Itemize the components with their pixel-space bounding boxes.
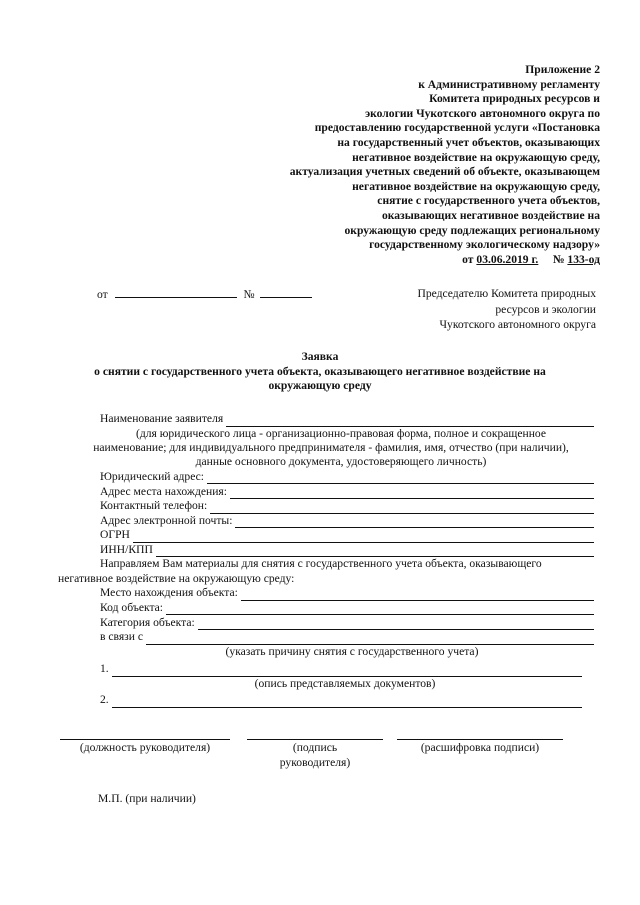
number-field[interactable]: [260, 286, 312, 298]
request-text-line: Направляем Вам материалы для снятия с государственного учета объекта, оказывающего: [100, 557, 542, 571]
object-code-row: [100, 601, 594, 616]
document-2-row: [100, 693, 594, 708]
reason-label: в связи с: [100, 630, 144, 644]
appendix-line: Приложение 2: [525, 63, 600, 76]
document-1-row: [100, 662, 594, 677]
application-form: [58, 412, 594, 708]
object-location-row: [100, 586, 594, 601]
inn-kpp-label: ИНН/КПП: [100, 542, 153, 556]
reason-hint: (указать причину снятия с государственного учета): [225, 644, 479, 658]
ogrn-field[interactable]: [133, 531, 594, 543]
applicant-field[interactable]: [226, 415, 594, 427]
from-label: от: [97, 288, 108, 301]
document-1-label: 1.: [100, 662, 109, 676]
signature-caption-line: руководителя): [279, 755, 351, 769]
appendix-line: Комитета природных ресурсов и: [429, 92, 600, 106]
object-location-label: Место нахождения объекта:: [100, 586, 238, 600]
phone-label: Контактный телефон:: [100, 499, 208, 513]
appendix-line: государственному экологическому надзору»: [369, 238, 600, 252]
email-label: Адрес электронной почты:: [100, 513, 233, 527]
appendix-line: снятие с государственного учета объектов,: [377, 194, 600, 208]
addressee-block: [356, 286, 596, 333]
appendix-header: [180, 63, 600, 267]
applicant-hint-line: наименование; для индивидуального предпринимателя - фамилия, имя, отчество (при наличии),: [93, 441, 569, 454]
signature-line[interactable]: [247, 739, 383, 740]
documents-hint: (опись представляемых документов): [254, 676, 436, 690]
position-caption: (должность руководителя): [79, 741, 211, 754]
appendix-line: предоставлению государственной услуги «Постановка: [314, 121, 600, 135]
location-address-label: Адрес места нахождения:: [100, 484, 227, 498]
stamp-placeholder: М.П. (при наличии): [98, 792, 196, 805]
date-field[interactable]: [115, 286, 237, 298]
inn-kpp-field[interactable]: [156, 545, 594, 557]
object-category-field[interactable]: [198, 618, 594, 630]
position-signature-line[interactable]: [60, 739, 230, 740]
addressee-line: Председателю Комитета природных: [417, 287, 596, 300]
appendix-line: негативное воздействие на окружающую среду,: [352, 179, 600, 193]
appendix-number-prefix: №: [552, 252, 568, 266]
addressee-line: ресурсов и экологии: [495, 302, 596, 316]
appendix-date: 03.06.2019 г.: [476, 252, 539, 266]
legal-address-field[interactable]: [207, 472, 594, 484]
appendix-line: экологии Чукотского автономного округа по: [365, 106, 600, 120]
appendix-line: актуализация учетных сведений об объекте, оказывающем: [289, 165, 600, 179]
legal-address-row: [100, 470, 594, 485]
title-line: окружающую среду: [268, 379, 372, 393]
inn-kpp-row: [100, 543, 594, 558]
object-location-field[interactable]: [241, 589, 594, 601]
title-line: о снятии с государственного учета объекта, оказывающего негативное воздействие на: [94, 364, 546, 378]
decoding-signature-line[interactable]: [397, 739, 563, 740]
appendix-line: к Административному регламенту: [418, 77, 600, 91]
signature-caption: [245, 741, 385, 770]
appendix-date-prefix: от: [462, 252, 477, 266]
document-2-label: 2.: [100, 693, 109, 707]
applicant-hint: [88, 427, 594, 470]
appendix-number: 133-од: [567, 252, 600, 266]
applicant-hint-line: (для юридического лица - организационно-правовая форма, полное и сокращенное: [135, 426, 547, 440]
email-row: [100, 514, 594, 529]
request-paragraph: [58, 557, 598, 586]
reason-row: [100, 630, 594, 645]
date-number-fields: [97, 286, 312, 302]
appendix-line: на государственный учет объектов, оказывающих: [337, 135, 600, 149]
document-1-field[interactable]: [112, 665, 582, 677]
object-code-label: Код объекта:: [100, 600, 164, 614]
ogrn-row: [100, 528, 594, 543]
applicant-label: Наименование заявителя: [100, 412, 224, 426]
decoding-caption: (расшифровка подписи): [420, 741, 540, 754]
signature-caption-line: (подпись: [292, 741, 338, 754]
reason-field[interactable]: [146, 633, 594, 645]
email-field[interactable]: [235, 516, 594, 528]
object-code-field[interactable]: [166, 603, 594, 615]
ogrn-label: ОГРН: [100, 528, 130, 542]
document-2-field[interactable]: [112, 696, 582, 708]
location-address-field[interactable]: [230, 487, 594, 499]
number-label: №: [243, 288, 255, 301]
addressee-line: Чукотского автономного округа: [439, 318, 596, 332]
appendix-line: негативное воздействие на окружающую среду,: [352, 150, 600, 164]
appendix-date-line: [180, 253, 600, 268]
legal-address-label: Юридический адрес:: [100, 470, 205, 483]
phone-field[interactable]: [210, 502, 594, 514]
title-line: Заявка: [301, 350, 339, 363]
object-category-label: Категория объекта:: [100, 615, 195, 629]
phone-row: [100, 499, 594, 514]
request-text-line: негативное воздействие на окружающую среду:: [58, 571, 295, 585]
applicant-hint-line: данные основного документа, удостоверяющего личность): [195, 455, 487, 469]
applicant-row: [100, 412, 594, 427]
appendix-line: окружающую среду подлежащих региональному: [344, 223, 600, 237]
object-category-row: [100, 615, 594, 630]
appendix-line: оказывающих негативное воздействие на: [381, 208, 600, 222]
location-address-row: [100, 484, 594, 499]
document-title: [60, 350, 580, 394]
